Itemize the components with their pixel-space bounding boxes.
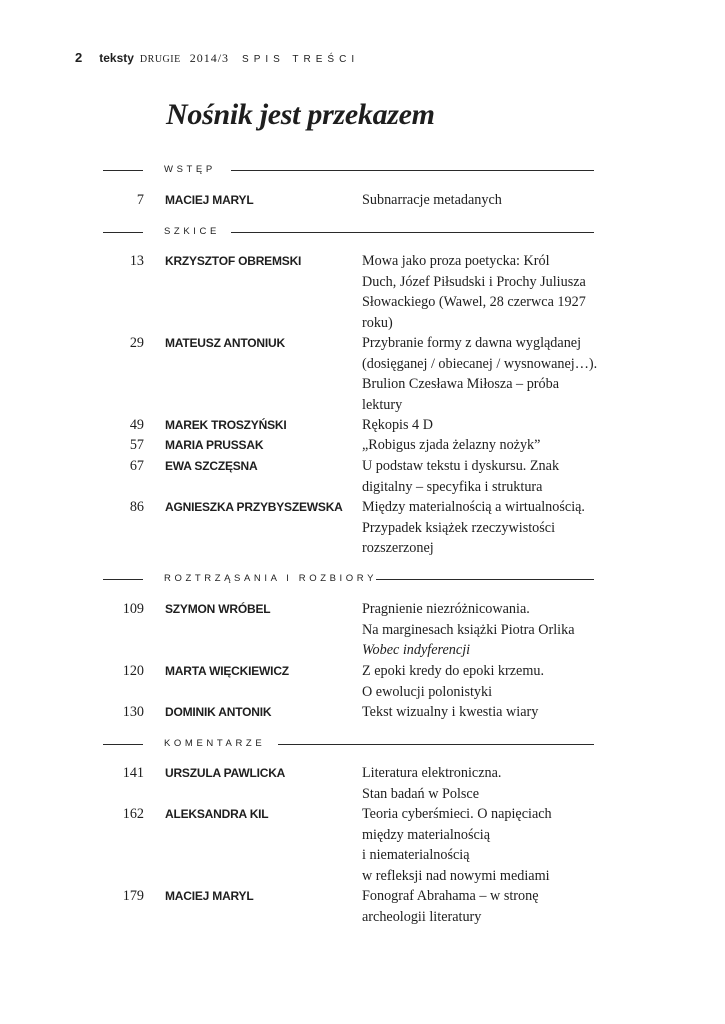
rule-right [231, 232, 594, 233]
entry-author: MACIEJ MARYL [165, 889, 254, 903]
entry-author: SZYMON WRÓBEL [165, 602, 271, 616]
section-label: SZKICE [164, 226, 220, 237]
entry-title-line: Teoria cyberśmieci. O napięciach [362, 806, 552, 822]
entry-page-number: 109 [122, 601, 144, 617]
entry-author: AGNIESZKA PRZYBYSZEWSKA [165, 500, 343, 514]
entry-title-line: U podstaw tekstu i dyskursu. Znak [362, 458, 560, 474]
entry-title-line: Brulion Czesława Miłosza – próba [362, 376, 560, 392]
entry-page-number: 179 [122, 888, 144, 904]
entry-title [362, 456, 632, 497]
entry-author: MACIEJ MARYL [165, 193, 254, 207]
entry-title-line: digitalny – specyfika i struktura [362, 478, 543, 495]
entry-title-line: w refleksji nad nowymi mediami [362, 867, 550, 884]
entry-title-line: Rękopis 4 D [362, 417, 433, 433]
entry-title-line: lektury [362, 396, 403, 413]
entry-title-line: archeologii literatury [362, 908, 482, 925]
rule-right [278, 744, 594, 745]
entry-title [362, 804, 632, 886]
entry-page-number: 13 [129, 253, 144, 269]
entry-title-line: Mowa jako proza poetycka: Król [362, 253, 550, 269]
entry-title-line: (dosięganej / obiecanej / wysnowanej…). [362, 355, 598, 372]
section-heading [0, 222, 725, 242]
entry-author: MAREK TROSZYŃSKI [165, 418, 287, 432]
entry-title-line: Literatura elektroniczna. [362, 765, 502, 781]
entry-title-line: i niematerialnością [362, 847, 470, 863]
page-title: Nośnik jest przekazem [166, 98, 435, 131]
entry-author: MARIA PRUSSAK [165, 438, 264, 452]
entry-title-line: między materialnością [362, 826, 491, 843]
section-label: ROZTRZĄSANIA I ROZBIORY [164, 573, 378, 584]
entry-author: ALEKSANDRA KIL [165, 807, 269, 821]
entry-title-line: Duch, Józef Piłsudski i Prochy Juliusza [362, 273, 586, 290]
entry-page-number: 130 [122, 704, 144, 720]
entry-title [362, 333, 632, 415]
section-heading [0, 734, 725, 754]
rule-left [103, 232, 143, 233]
journal-issue: 2014/3 [189, 51, 230, 65]
entry-page-number: 57 [129, 437, 144, 453]
entry-title [362, 415, 632, 436]
entry-author: KRZYSZTOF OBREMSKI [165, 254, 302, 268]
entry-page-number: 29 [129, 335, 144, 351]
entry-page-number: 49 [129, 417, 144, 433]
entry-author: MATEUSZ ANTONIUK [165, 336, 285, 350]
journal-brand: teksty [99, 51, 134, 65]
entry-title [362, 435, 632, 456]
entry-title-line: Przypadek książek rzeczywistości [362, 519, 556, 536]
entry-title-line: Słowackiego (Wawel, 28 czerwca 1927 [362, 294, 586, 310]
entry-author: URSZULA PAWLICKA [165, 766, 286, 780]
entry-title [362, 599, 632, 661]
header-section-label: SPIS TREŚCI [242, 54, 360, 65]
entry-title [362, 497, 632, 559]
entry-title-line: Między materialnością a wirtualnością. [362, 499, 585, 515]
entry-title [362, 702, 632, 723]
rule-left [103, 170, 143, 171]
entry-title [362, 190, 632, 211]
section-label: WSTĘP [164, 164, 216, 175]
entry-author: DOMINIK ANTONIK [165, 705, 272, 719]
entry-title-line: Z epoki kredy do epoki krzemu. [362, 663, 545, 679]
entry-title [362, 661, 632, 702]
rule-left [103, 579, 143, 580]
entry-title-line: Stan badań w Polsce [362, 785, 480, 802]
entry-author: EWA SZCZĘSNA [165, 459, 258, 473]
entry-page-number: 7 [136, 192, 144, 208]
page-number: 2 [75, 50, 83, 65]
entry-page-number: 162 [122, 806, 144, 822]
rule-left [103, 744, 143, 745]
entry-title-line: roku) [362, 314, 393, 331]
entry-title-line: „Robigus zjada żelazny nożyk” [362, 437, 541, 453]
rule-right [231, 170, 594, 171]
entry-author: MARTA WIĘCKIEWICZ [165, 664, 289, 678]
entry-title-line: Na marginesach książki Piotra Orlika [362, 621, 575, 638]
entry-title-line: Fonograf Abrahama – w stronę [362, 888, 539, 904]
entry-title [362, 251, 632, 333]
entry-title-line: rozszerzonej [362, 540, 434, 556]
entry-title [362, 763, 632, 804]
entry-page-number: 67 [129, 458, 144, 474]
entry-page-number: 120 [122, 663, 144, 679]
entry-page-number: 141 [122, 765, 144, 781]
entry-title-line: Przybranie formy z dawna wyglądanej [362, 335, 582, 351]
entry-title-line: Pragnienie niezróżnicowania. [362, 601, 530, 617]
running-header [75, 50, 359, 66]
entry-title-line: Subnarracje metadanych [362, 192, 502, 208]
journal-brand-suffix: DRUGIE [139, 54, 181, 65]
entry-title [362, 886, 632, 927]
section-label: KOMENTARZE [164, 738, 266, 749]
entry-page-number: 86 [129, 499, 144, 515]
entry-title-line: Tekst wizualny i kwestia wiary [362, 704, 539, 720]
entry-title-line: O ewolucji polonistyki [362, 683, 493, 700]
entry-title-italic-line: Wobec indyferencji [362, 642, 471, 658]
section-heading [0, 160, 725, 180]
rule-right [376, 579, 594, 580]
section-heading [0, 569, 725, 589]
